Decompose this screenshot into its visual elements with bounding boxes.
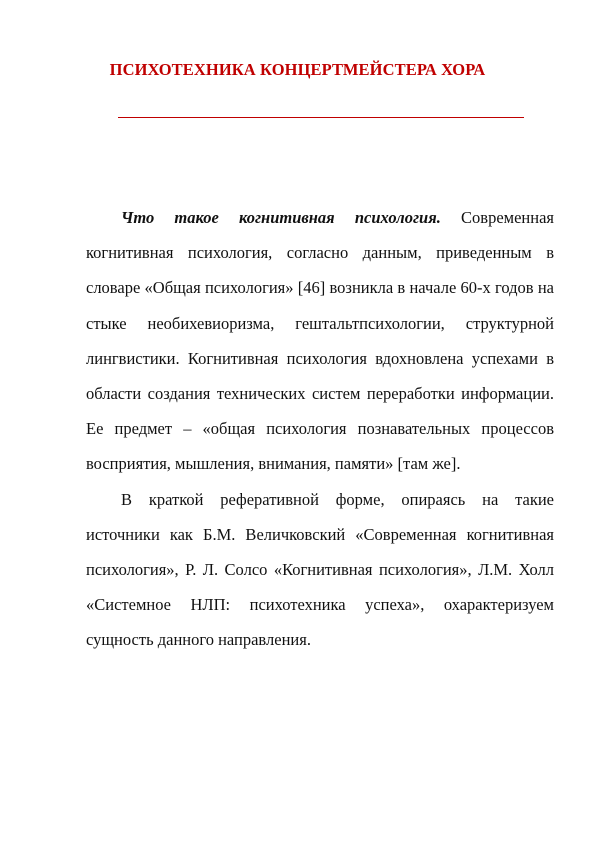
paragraph-2 [86, 482, 554, 658]
title-underline-rule [118, 117, 524, 118]
body-text [86, 200, 554, 658]
page-title: ПСИХОТЕХНИКА КОНЦЕРТМЕЙСТЕРА ХОРА [109, 60, 486, 79]
paragraph-1-text: Современная когнитивная психология, согласно данным, приведенным в словаре «Общая психология» [46] возникла в начале 60-х годов на стыке необихевиоризма, гештальтпсихологии, структурной лингвистики. Когнитивная психология вдохновлена успехами в области создания технических систем переработки информации. Ее предмет – «общая психология познавательных процессов восприятия, мышления, внимания, памяти» [там же]. [86, 208, 554, 474]
paragraph-1 [86, 200, 554, 482]
paragraph-1-lead: Что такое когнитивная психология. [121, 208, 441, 227]
paragraph-2-text: В краткой реферативной форме, опираясь на такие источники как Б.М. Величковский «Современная когнитивная психология», Р. Л. Солсо «Когнитивная психология», Л.М. Холл «Системное НЛП: психотехника успеха», охарактеризуем сущность данного направления. [86, 489, 554, 650]
